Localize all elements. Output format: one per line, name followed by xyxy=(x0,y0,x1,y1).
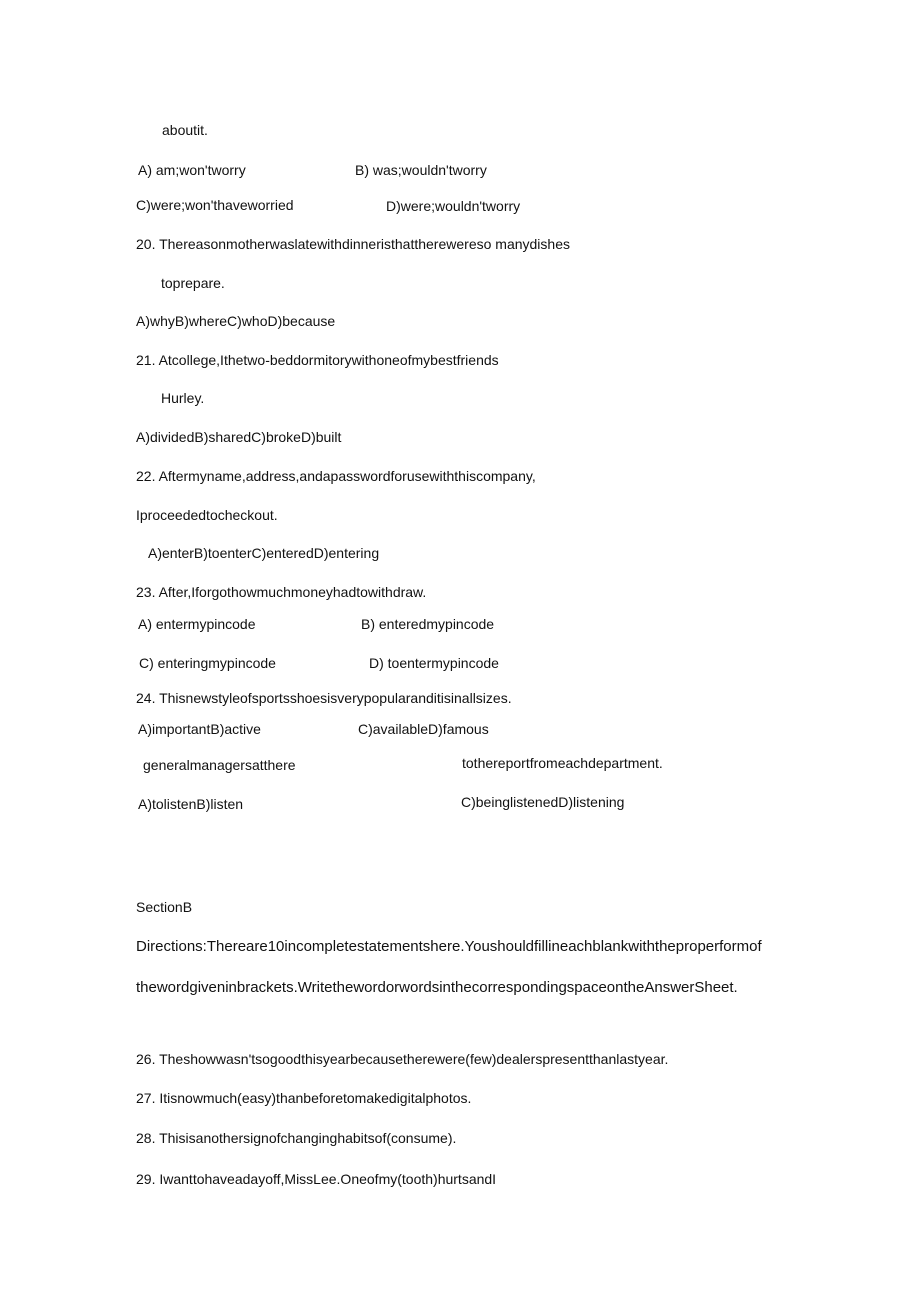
q21-continuation: Hurley. xyxy=(161,390,205,406)
q25-stem-left: generalmanagersatthere xyxy=(143,757,296,773)
q24-stem: 24. Thisnewstyleofsportsshoesisverypopularanditisinallsizes. xyxy=(136,690,512,706)
q22-options: A)enterB)toenterC)enteredD)entering xyxy=(148,545,380,561)
directions-line-1: Directions:Thereare10incompletestatementshere.Youshouldfillineachblankwiththeproperformof xyxy=(136,938,762,955)
q23-option-d: D) toentermypincode xyxy=(369,655,499,671)
q20-stem: 20. Thereasonmotherwaslatewithdinneristhattherewereso manydishes xyxy=(136,236,570,252)
q23-stem: 23. After,Iforgothowmuchmoneyhadtowithdraw. xyxy=(136,584,427,600)
q19-continuation: aboutit. xyxy=(162,122,208,138)
q19-option-a: A) am;won'tworry xyxy=(138,162,246,178)
q21-stem: 21. Atcollege,Ithetwo-beddormitorywithoneofmybestfriends xyxy=(136,352,499,368)
q22-stem: 22. Aftermyname,address,andapasswordforusewiththiscompany, xyxy=(136,468,536,484)
q19-option-d: D)were;wouldn'tworry xyxy=(386,198,521,214)
directions-line-2: thewordgiveninbrackets.WritethewordorwordsinthecorrespondingspaceontheAnswerSheet. xyxy=(136,979,738,996)
q24-options-cd: C)availableD)famous xyxy=(358,721,489,737)
q29: 29. Iwanttohaveadayoff,MissLee.Oneofmy(tooth)hurtsandI xyxy=(136,1171,497,1187)
q20-continuation: toprepare. xyxy=(161,275,225,291)
q23-option-c: C) enteringmypincode xyxy=(139,655,276,671)
q27: 27. Itisnowmuch(easy)thanbeforetomakedigitalphotos. xyxy=(136,1090,472,1106)
q25-stem-right: tothereportfromeachdepartment. xyxy=(462,755,663,771)
q22-continuation: Iproceededtocheckout. xyxy=(136,507,278,523)
q20-options: A)whyB)whereC)whoD)because xyxy=(136,313,336,329)
section-b-heading: SectionB xyxy=(136,899,193,915)
q25-options-ab: A)tolistenB)listen xyxy=(138,796,244,812)
q25-options-cd: C)beinglistenedD)listening xyxy=(461,794,625,810)
q19-option-b: B) was;wouldn'tworry xyxy=(355,162,487,178)
q19-option-c: C)were;won'thaveworried xyxy=(136,197,294,213)
q26: 26. Theshowwasn'tsogoodthisyearbecausetherewere(few)dealerspresentthanlastyear. xyxy=(136,1051,669,1067)
q23-option-a: A) entermypincode xyxy=(138,616,256,632)
q28: 28. Thisisanothersignofchanginghabitsof(consume). xyxy=(136,1130,457,1146)
q23-option-b: B) enteredmypincode xyxy=(361,616,495,632)
q21-options: A)dividedB)sharedC)brokeD)built xyxy=(136,429,342,445)
q24-options-ab: A)importantB)active xyxy=(138,721,261,737)
